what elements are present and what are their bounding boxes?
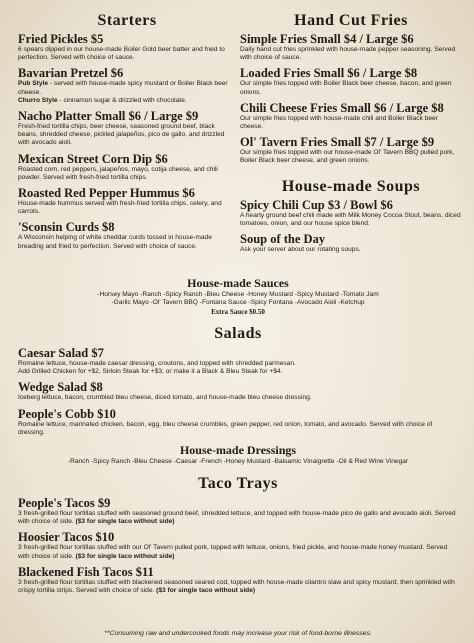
item-title: Nacho Platter Small $6 / Large $9	[18, 109, 199, 124]
dressings-line: -Ranch -Spicy Ranch -Bleu Cheese -Caesar -French -Honey Mustard -Balsamic Vinaigrette -Oil & Red Wine Vinegar	[67, 458, 409, 465]
extra-sauce: Extra Sauce $0.50	[211, 307, 265, 316]
item-desc: 6 spears dipped in our house-made Boiler Gold beer batter and fried to perfection. Served with choice of sauce.	[18, 46, 225, 62]
fries-section	[240, 12, 462, 254]
disclaimer: **Consuming raw and undercooked foods may increase your risk of food-borne illnesses.	[104, 630, 372, 637]
salads-title: Salads	[214, 325, 262, 342]
item-title: Loaded Fries Small $6 / Large $8	[240, 66, 418, 81]
soups-section	[240, 199, 462, 255]
fries-title: Hand Cut Fries	[294, 12, 408, 29]
item-desc: Our simple fries topped with house-made chili and Boiler Black beer cheese.	[240, 114, 438, 131]
item-title: People's Cobb $10	[18, 406, 116, 421]
sauces-section	[18, 276, 458, 316]
item-desc: Our simple fries topped with our house-made Ol' Tavern BBQ pulled pork, Boiler Black beer cheese, and green onions.	[240, 149, 455, 165]
item-title: 'Sconsin Curds $8	[18, 220, 115, 235]
item-title: Chili Cheese Fries Small $6 / Large $8	[240, 100, 444, 115]
item-desc: Pub Style - served with house-made spicy mustard or Boiler Black beer cheese.	[18, 80, 228, 96]
item-title: Spicy Chili Cup $3 / Bowl $6	[240, 197, 393, 212]
item-title: Bavarian Pretzel $6	[18, 66, 124, 81]
sauces-line: -Garlic Mayo -Ol' Tavern BBQ -Fontana Sauce -Spicy Fontana -Avocado Aioli -Ketchup	[111, 299, 365, 307]
item-desc: Add Grilled Chicken for +$2, Sirloin Steak for +$3, or make it a Black & Bleu Steak for +$4.	[18, 368, 283, 376]
item-title: Wedge Salad $8	[18, 380, 103, 395]
dressings-section	[18, 443, 458, 466]
item-desc: Our simple fries topped with Boiler Black beer cheese, bacon, and green onions.	[240, 80, 452, 96]
item-title: Ol' Tavern Fries Small $7 / Large $9	[240, 135, 435, 150]
item-title: Hoosier Tacos $10	[18, 530, 115, 545]
starters-title: Starters	[97, 12, 157, 29]
item-title: Soup of the Day	[240, 232, 326, 247]
item-desc: Iceberg lettuce, bacon, crumbled bleu cheese, diced tomato, and house-made bleu cheese dressing.	[18, 394, 312, 402]
item-title: Mexican Street Corn Dip $6	[18, 151, 168, 166]
item-desc: Daily hand cut fries sprinkled with house-made pepper seasoning. Served with choice of sauce.	[240, 46, 456, 62]
item-desc: A Wisconsin helping of white cheddar curds tossed in house-made breading and fried to perfection. Served with choice of sauce.	[18, 234, 212, 250]
item-title: Caesar Salad $7	[18, 346, 104, 360]
item-desc: Churro Style - cinnamon sugar & drizzled with chocolate.	[18, 96, 187, 104]
item-desc: Roasted corn, red peppers, jalapeños, mayo, cotija cheese, and chili powder. Served with fresh-fried tortilla chips.	[18, 165, 218, 181]
sauces-title: House-made Sauces	[187, 276, 289, 290]
item-title: Blackened Fish Tacos $11	[18, 564, 154, 579]
item-desc: Romaine lettuce, marinated chicken, bacon, egg, bleu cheese crumbles, green pepper, red onion, tomato, and avocado. Served with choice of dressing.	[18, 420, 433, 436]
taco-section	[18, 475, 458, 595]
item-desc: A hearty ground beef chili made with Milk Money Cocoa Stout, beans, diced tomatoes, onion, and our house spice blend.	[240, 211, 461, 227]
salads-section	[18, 325, 458, 437]
item-desc: 3 fresh-grilled flour tortillas stuffed with blackened seasoned seared cod, topped with house-made cilantro slaw and spicy mustard, then sprinkled with crispy tortilla strips. Served with choice of side. ($3 for single taco without side)	[18, 578, 455, 595]
item-desc: 3 fresh-grilled flour tortillas stuffed with our Ol' Tavern pulled pork, topped with lettuce, onions, fried pickle, and house-made honey mustard. Served with choice of side. ($3 for single taco without side)	[18, 544, 448, 560]
soups-title: House-made Soups	[281, 177, 421, 195]
item-title: People's Tacos $9	[18, 496, 111, 510]
item-title: Simple Fries Small $4 / Large $6	[240, 32, 414, 46]
item-desc: 3 fresh-grilled flour tortillas stuffed with seasoned ground beef, shredded lettuce, and topped with house-made pico de gallo and avocado aioli. Served with choice of side. ($3 for single taco without side)	[18, 510, 456, 526]
item-title: Fried Pickles $5	[18, 32, 104, 46]
starters-section	[18, 12, 236, 251]
item-desc: Romaine lettuce, house-made caesar dressing, croutons, and topped with shredded parmesan.	[18, 360, 296, 367]
item-desc: Fresh-fried tortilla chips, beer cheese, seasoned ground beef, black beans, shredded cheese, pickled jalapeños, pico de gallo, and drizzled with avocado aioli.	[18, 123, 225, 147]
item-title: Roasted Red Pepper Hummus $6	[18, 186, 195, 201]
sauces-line: -Horsey Mayo -Ranch -Spicy Ranch -Bleu Cheese -Honey Mustard -Spicy Mustard -Tomato Jam	[97, 291, 379, 298]
dressings-title: House-made Dressings	[179, 443, 297, 457]
item-desc: House-made hummus served with fresh-fried tortilla chips, celery, and carrots.	[18, 200, 222, 216]
taco-title: Taco Trays	[198, 475, 278, 492]
item-desc: Ask your server about our rotating soups.	[240, 246, 361, 254]
